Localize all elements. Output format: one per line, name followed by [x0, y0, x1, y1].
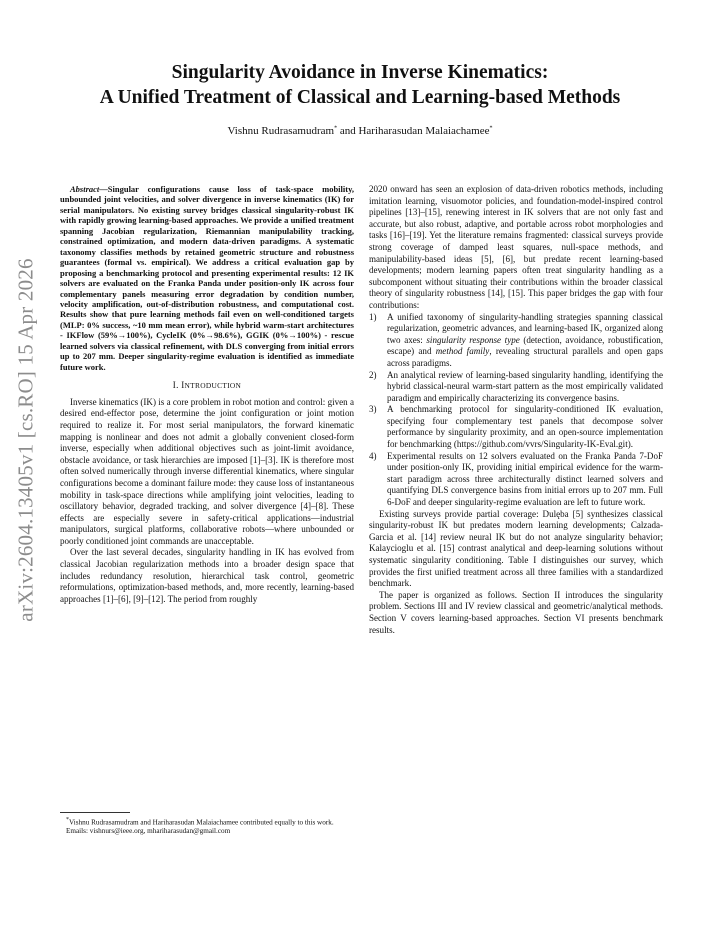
contribution-text: An analytical review of learning-based singularity handling, identifying the hybrid classical-neural warm-start pattern as the most empirically validated paradigm and empirically characterizing its convergence basins. — [387, 369, 663, 403]
intro-paragraph-3: 2020 onward has seen an explosion of data-driven robotics methods, including imitation learning, visuomotor policies, and foundation-model-inspired control pipelines [13]–[15], renewing interest in IK solvers that are not only fast and accurate, but also robust, adaptive, and portable across robot morphologies and tasks [16]–[19]. Yet the literature remains fragmented: classical surveys provide strong coverage of damped least squares, null-space methods, and manipulability-based ideas [5], [6], but predate recent learning-based developments; modern learning papers often treat singularity handling as a subcomponent without situating their contributions within the broader classical theory of singularity robustness [14], [15]. This paper bridges the gap with four contributions: — [369, 184, 663, 310]
abstract-text: —Singular configurations cause loss of task-space mobility, unbounded joint velocities, and solver divergence in inverse kinematics (IK) for serial manipulators. No existing survey bridges classical singularity-robust IK with rapidly growing learning-based approaches. We provide a unified treatment spanning Jacobian regularization, Riemannian manipulability tracking, constrained optimization, and modern data-driven paradigms. A systematic taxonomy classifies methods by retained geometric structure and robustness guarantees (formal vs. empirical). We address a critical evaluation gap by proposing a benchmarking protocol and presenting experimental results: 12 IK solvers are evaluated on the Franka Panda under position-only IK across four complementary panels measuring error degradation by condition number, velocity amplification, out-of-distribution robustness, and computational cost. Results show that pure learning methods fail even on well-conditioned targets (MLP: 0% success, ~10 mm mean error), while hybrid warm-start architectures - IKFlow (59%→100%), CycleIK (0%→98.6%), GGIK (0%→100%) - rescue learned solvers via classical refinement, with DLS converging from initial errors up to 207 mm. Deeper singularity-regime evaluation is identified as immediate future work. — [60, 184, 354, 372]
author-1-mark: * — [334, 125, 338, 132]
contribution-item — [369, 451, 663, 509]
contributions-list — [369, 312, 663, 509]
contribution-text: A unified taxonomy of singularity-handling strategies spanning classical regularization, geometric advances, and learning-based IK, organized along two axes: — [387, 311, 663, 345]
contribution-text: Experimental results on 12 solvers evaluated on the Franka Panda 7-DoF under position-only IK, providing initial empirical evidence for the warm-start paradigm across three architecturally distinct learned solvers and quantifying DLS convergence basins from initial errors up to 207 mm. Full 6-DoF and deeper singularity-regime evaluation are left to future work. — [387, 450, 663, 508]
contribution-text: , revealing structural parallels and open gaps across paradigms. — [387, 346, 663, 368]
contribution-emphasis: singularity response type — [426, 334, 520, 345]
footnote-rule — [60, 812, 130, 813]
contribution-text: A benchmarking protocol for singularity-conditioned IK evaluation, specifying four complementary test panels that decompose solver performance by singularity proximity, and an open-source implementation for benchmarking (https://github.com/vvrs/Singularity-IK-Eval.git). — [387, 404, 663, 450]
title-line-2: A Unified Treatment of Classical and Learning-based Methods — [99, 87, 621, 108]
footnote-emails: Emails: vishnurs@ieee.org, mhariharasudan@gmail.com — [66, 826, 231, 835]
section-initial: I — [181, 380, 185, 391]
section-rest: NTRODUCTION — [184, 381, 242, 391]
intro-paragraph-1: Inverse kinematics (IK) is a core problem in robot motion and control: given a desired end-effector pose, determine the joint configuration or joint motion required to realize it. For most serial manipulators, the forward kinematic mapping is nonlinear and does not admit a globally convenient closed-form inverse, especially when additional objectives such as joint-limit avoidance, obstacle avoidance, or task hierarchies are imposed [1]–[3]. IK is therefore most often solved numerically through inverse differential kinematics, where singular configurations become a dominant failure mode: they cause loss of instantaneous mobility in task-space directions while amplifying joint velocities, leading to oscillatory behavior, degraded tracking, and solver divergence [4]–[8]. These effects are especially severe in safety-critical applications—industrial manipulators, surgical platforms, collaborative robots—where unbounded or poorly conditioned joint commands are unacceptable. — [60, 396, 354, 546]
intro-paragraph-5: The paper is organized as follows. Section II introduces the singularity problem. Sections III and IV review classical and geometric/analytical methods. Section V covers learning-based approaches. Section VI presents benchmark results. — [369, 589, 663, 635]
footnote — [60, 812, 354, 836]
arxiv-stamp-text: arXiv:2604.13405v1 [cs.RO] 15 Apr 2026 — [13, 258, 38, 622]
author-list — [60, 125, 660, 137]
contribution-number: 1) — [369, 311, 377, 322]
arxiv-stamp — [8, 200, 44, 680]
contribution-number: 4) — [369, 450, 377, 461]
contribution-item — [369, 370, 663, 405]
author-2-mark: * — [489, 125, 493, 132]
author-separator: and — [337, 125, 359, 137]
section-numeral: I. — [172, 380, 182, 391]
contribution-text: (detection, avoidance, robustification, escape) and — [387, 334, 663, 357]
footnote-contrib — [60, 816, 354, 827]
contribution-number: 2) — [369, 369, 377, 380]
author-2: Hariharasudan Malaiachamee — [358, 125, 490, 137]
author-1: Vishnu Rudrasamudram — [227, 125, 335, 137]
left-column — [60, 184, 354, 605]
footnote-mark: * — [66, 817, 69, 823]
contribution-item — [369, 312, 663, 370]
abstract — [60, 184, 354, 372]
paper-title — [60, 60, 660, 110]
intro-paragraph-4: Existing surveys provide partial coverage: Dulęba [5] synthesizes classical singularity-robust IK but predates modern learning developments; Calzada-Garcia et al. [14] review neural IK but do not analyze singularity behavior; Kalaycioglu et al. [15] contrast analytical and deep-learning solutions without systematic singularity conditioning. Table I distinguishes our survey, which provides the first unified treatment across all three families with a standardized benchmark. — [369, 508, 663, 589]
title-line-1: Singularity Avoidance in Inverse Kinematics: — [171, 62, 549, 83]
right-column — [369, 184, 663, 636]
intro-paragraph-2: Over the last several decades, singularity handling in IK has evolved from classical Jacobian regularization methods into a broader design space that includes redundancy resolution, hierarchical task control, geometric reformulations, optimization-based methods, and, more recently, learning-based approaches [1]–[6], [9]–[12]. The period from roughly — [60, 547, 354, 604]
contribution-number: 3) — [369, 404, 377, 415]
footnote-contrib-text: Vishnu Rudrasamudram and Hariharasudan Malaiachamee contributed equally to this work. — [69, 818, 334, 827]
section-heading-introduction — [60, 380, 354, 392]
abstract-lead: Abstract — [70, 184, 100, 194]
contribution-emphasis: method family — [435, 346, 490, 357]
contribution-item — [369, 404, 663, 450]
